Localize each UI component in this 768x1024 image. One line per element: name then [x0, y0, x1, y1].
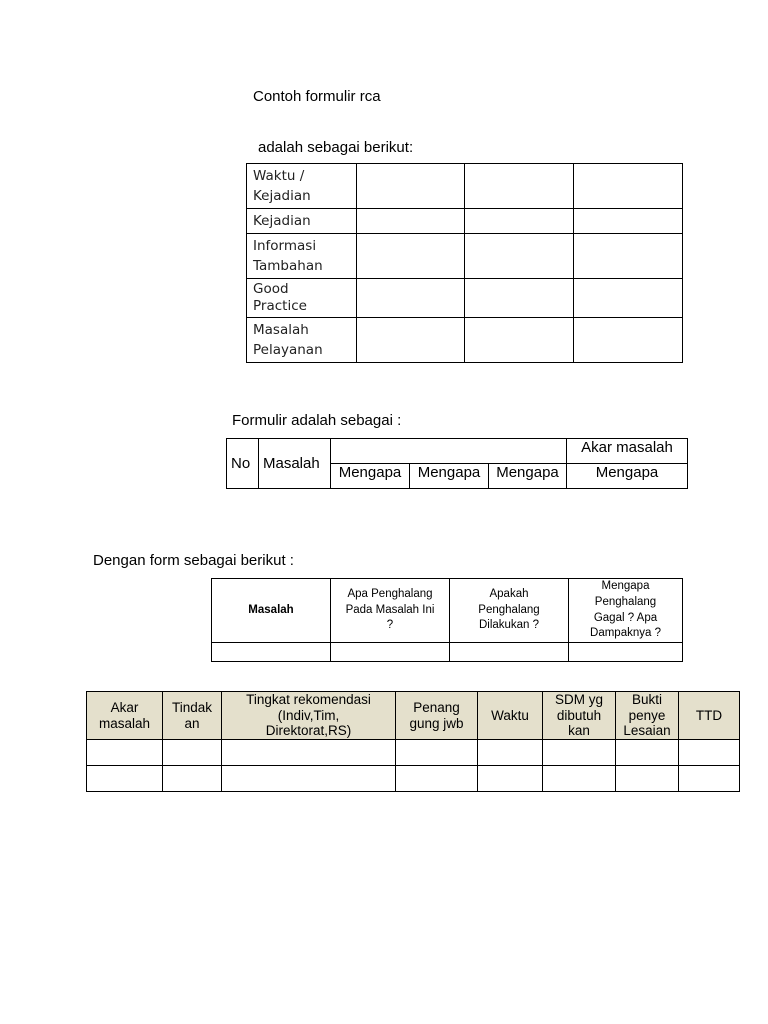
table-cell[interactable] — [357, 209, 465, 234]
header-line: dibutuh — [556, 707, 602, 723]
table-cell[interactable] — [465, 209, 574, 234]
heading-adalah-sebagai-berikut: adalah sebagai berikut: — [258, 139, 414, 156]
table-cell[interactable] — [357, 279, 465, 318]
heading-formulir-adalah: Formulir adalah sebagai : — [232, 412, 402, 429]
header-line: (Indiv,Tim, — [277, 707, 340, 723]
header-ttd — [679, 692, 740, 740]
table-cell[interactable] — [222, 740, 396, 766]
table-cell[interactable] — [569, 643, 683, 662]
label-line: Masalah — [253, 322, 309, 338]
label-line: Kejadian — [253, 213, 311, 229]
header-apakah-penghalang — [450, 579, 569, 643]
row-label-kejadian — [247, 209, 357, 234]
header-line: Dampaknya ? — [590, 627, 661, 640]
header-bukti-penyelesaian — [616, 692, 679, 740]
header-line: Penghalang — [478, 603, 540, 616]
header-sdm — [543, 692, 616, 740]
header-masalah: Masalah — [259, 439, 331, 489]
table-cell[interactable] — [574, 279, 683, 318]
header-line: an — [184, 715, 200, 731]
table-cell[interactable] — [222, 766, 396, 792]
header-mengapa-penghalang — [569, 579, 683, 643]
header-no: No — [227, 439, 259, 489]
table-cell[interactable] — [465, 234, 574, 279]
header-line: Direktorat,RS) — [265, 723, 352, 739]
header-mengapa-4: Mengapa — [567, 464, 688, 489]
header-line: Bukti — [631, 692, 662, 708]
header-akar-masalah: Akar masalah — [567, 439, 688, 464]
label-line: Good — [253, 281, 289, 297]
table-cell[interactable] — [478, 740, 543, 766]
header-line: Tingkat rekomendasi — [246, 692, 371, 708]
table-cell[interactable] — [543, 766, 616, 792]
header-line: Penang — [413, 699, 460, 715]
table-cell[interactable] — [465, 164, 574, 209]
table-cell[interactable] — [396, 740, 478, 766]
table-cell[interactable] — [679, 740, 740, 766]
rca-table-2 — [226, 438, 688, 489]
header-line: Tindak — [171, 699, 213, 715]
table-cell[interactable] — [212, 643, 331, 662]
header-tindakan — [163, 692, 222, 740]
header-line: kan — [568, 723, 590, 739]
table-cell[interactable] — [163, 740, 222, 766]
table-cell[interactable] — [163, 766, 222, 792]
row-label-good-practice — [247, 279, 357, 318]
header-akar-masalah — [87, 692, 163, 740]
table-cell[interactable] — [87, 766, 163, 792]
header-line: Gagal ? Apa — [593, 611, 658, 624]
header-line: Waktu — [491, 707, 529, 723]
table-cell[interactable] — [616, 740, 679, 766]
rca-table-1 — [246, 163, 683, 363]
table-cell[interactable] — [357, 318, 465, 363]
header-line: SDM yg — [554, 692, 603, 708]
label-line: Practice — [253, 298, 307, 314]
label-line: Pelayanan — [253, 342, 323, 358]
table-cell[interactable] — [87, 740, 163, 766]
row-label-informasi-tambahan — [247, 234, 357, 279]
table-cell[interactable] — [574, 318, 683, 363]
table-cell[interactable] — [396, 766, 478, 792]
label-line: Waktu / — [253, 168, 305, 184]
heading-contoh-formulir: Contoh formulir rca — [253, 88, 381, 105]
table-cell[interactable] — [465, 279, 574, 318]
header-line: Akar — [110, 699, 139, 715]
rca-table-4 — [86, 691, 740, 792]
table-cell[interactable] — [574, 209, 683, 234]
header-line: penye — [628, 707, 666, 723]
header-apa-penghalang — [331, 579, 450, 643]
table-cell[interactable] — [574, 234, 683, 279]
table-cell[interactable] — [357, 234, 465, 279]
header-line: Apakah — [489, 588, 529, 601]
rca-table-3 — [211, 578, 683, 662]
header-line: ? — [386, 619, 394, 632]
header-line: Dilakukan ? — [478, 619, 540, 632]
header-blank — [331, 439, 567, 464]
label-line: Kejadian — [253, 188, 311, 204]
table-cell[interactable] — [331, 643, 450, 662]
header-mengapa-1: Mengapa — [331, 464, 410, 489]
heading-dengan-form: Dengan form sebagai berikut : — [93, 552, 294, 569]
table-cell[interactable] — [450, 643, 569, 662]
header-line: Mengapa — [601, 580, 650, 593]
table-cell[interactable] — [357, 164, 465, 209]
table-cell[interactable] — [465, 318, 574, 363]
header-tingkat-rekomendasi — [222, 692, 396, 740]
header-mengapa-2: Mengapa — [410, 464, 489, 489]
header-masalah: Masalah — [212, 579, 331, 643]
header-line: gung jwb — [409, 715, 464, 731]
header-line: Pada Masalah Ini — [345, 603, 435, 616]
row-label-waktu-kejadian — [247, 164, 357, 209]
header-line: Lesaian — [623, 723, 671, 739]
label-line: Informasi — [253, 238, 317, 254]
label-line: Tambahan — [253, 258, 323, 274]
header-line: Apa Penghalang — [347, 588, 433, 601]
header-penanggung-jawab — [396, 692, 478, 740]
table-cell[interactable] — [679, 766, 740, 792]
header-line: masalah — [98, 715, 151, 731]
table-cell[interactable] — [543, 740, 616, 766]
header-mengapa-3: Mengapa — [489, 464, 567, 489]
header-line: TTD — [695, 707, 723, 723]
header-waktu — [478, 692, 543, 740]
row-label-masalah-pelayanan — [247, 318, 357, 363]
table-cell[interactable] — [478, 766, 543, 792]
header-line: Penghalang — [594, 595, 657, 608]
table-cell[interactable] — [574, 164, 683, 209]
table-cell[interactable] — [616, 766, 679, 792]
